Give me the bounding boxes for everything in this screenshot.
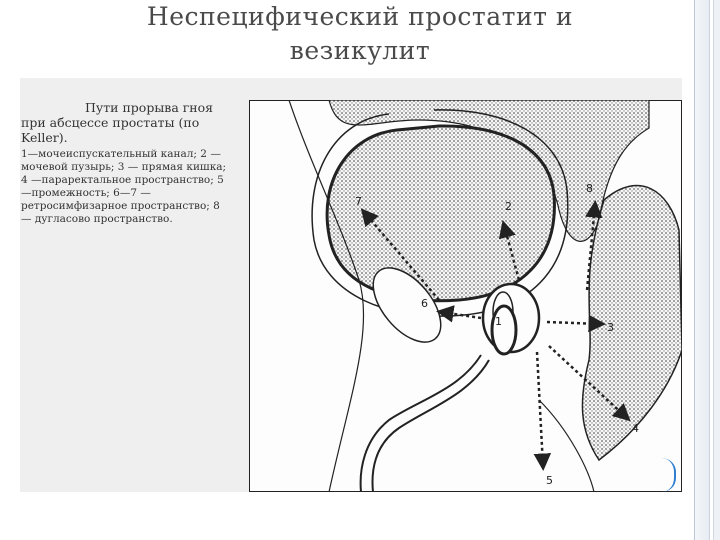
caption-legend: 1—мочеиспускательный канал; 2 — мочевой пузырь; 3 — прямая кишка; 4 —параректальное пространство; 5—промежность; 6—7 — ретросимфизарное пространство; 8 — дугласово пространство.	[21, 148, 227, 225]
urethra-ring	[492, 306, 516, 354]
diagram-label-3: 3	[607, 321, 614, 334]
slide-corner-arc	[652, 458, 676, 492]
anatomical-diagram	[249, 100, 682, 492]
caption-title: Пути прорыва гноя при абсцессе простаты (по Keller).	[21, 100, 214, 145]
diagram-label-5: 5	[546, 474, 553, 487]
diagram-label-7: 7	[355, 195, 362, 208]
diagram-label-2: 2	[505, 200, 512, 213]
slide-frame-edge	[694, 0, 710, 540]
scanned-figure	[20, 78, 682, 492]
slide-title	[0, 0, 720, 68]
diagram-label-6: 6	[421, 297, 428, 310]
diagram-label-1: 1	[495, 315, 502, 328]
slide-frame-outer-edge	[713, 0, 720, 540]
slide-title-line-2: везикулит	[289, 36, 431, 65]
slide-title-line-1: Неспецифический простатит и	[146, 2, 574, 31]
figure-caption	[21, 100, 233, 226]
diagram-label-4: 4	[632, 422, 639, 435]
diagram-label-8: 8	[586, 182, 593, 195]
bladder-shape	[327, 126, 554, 301]
